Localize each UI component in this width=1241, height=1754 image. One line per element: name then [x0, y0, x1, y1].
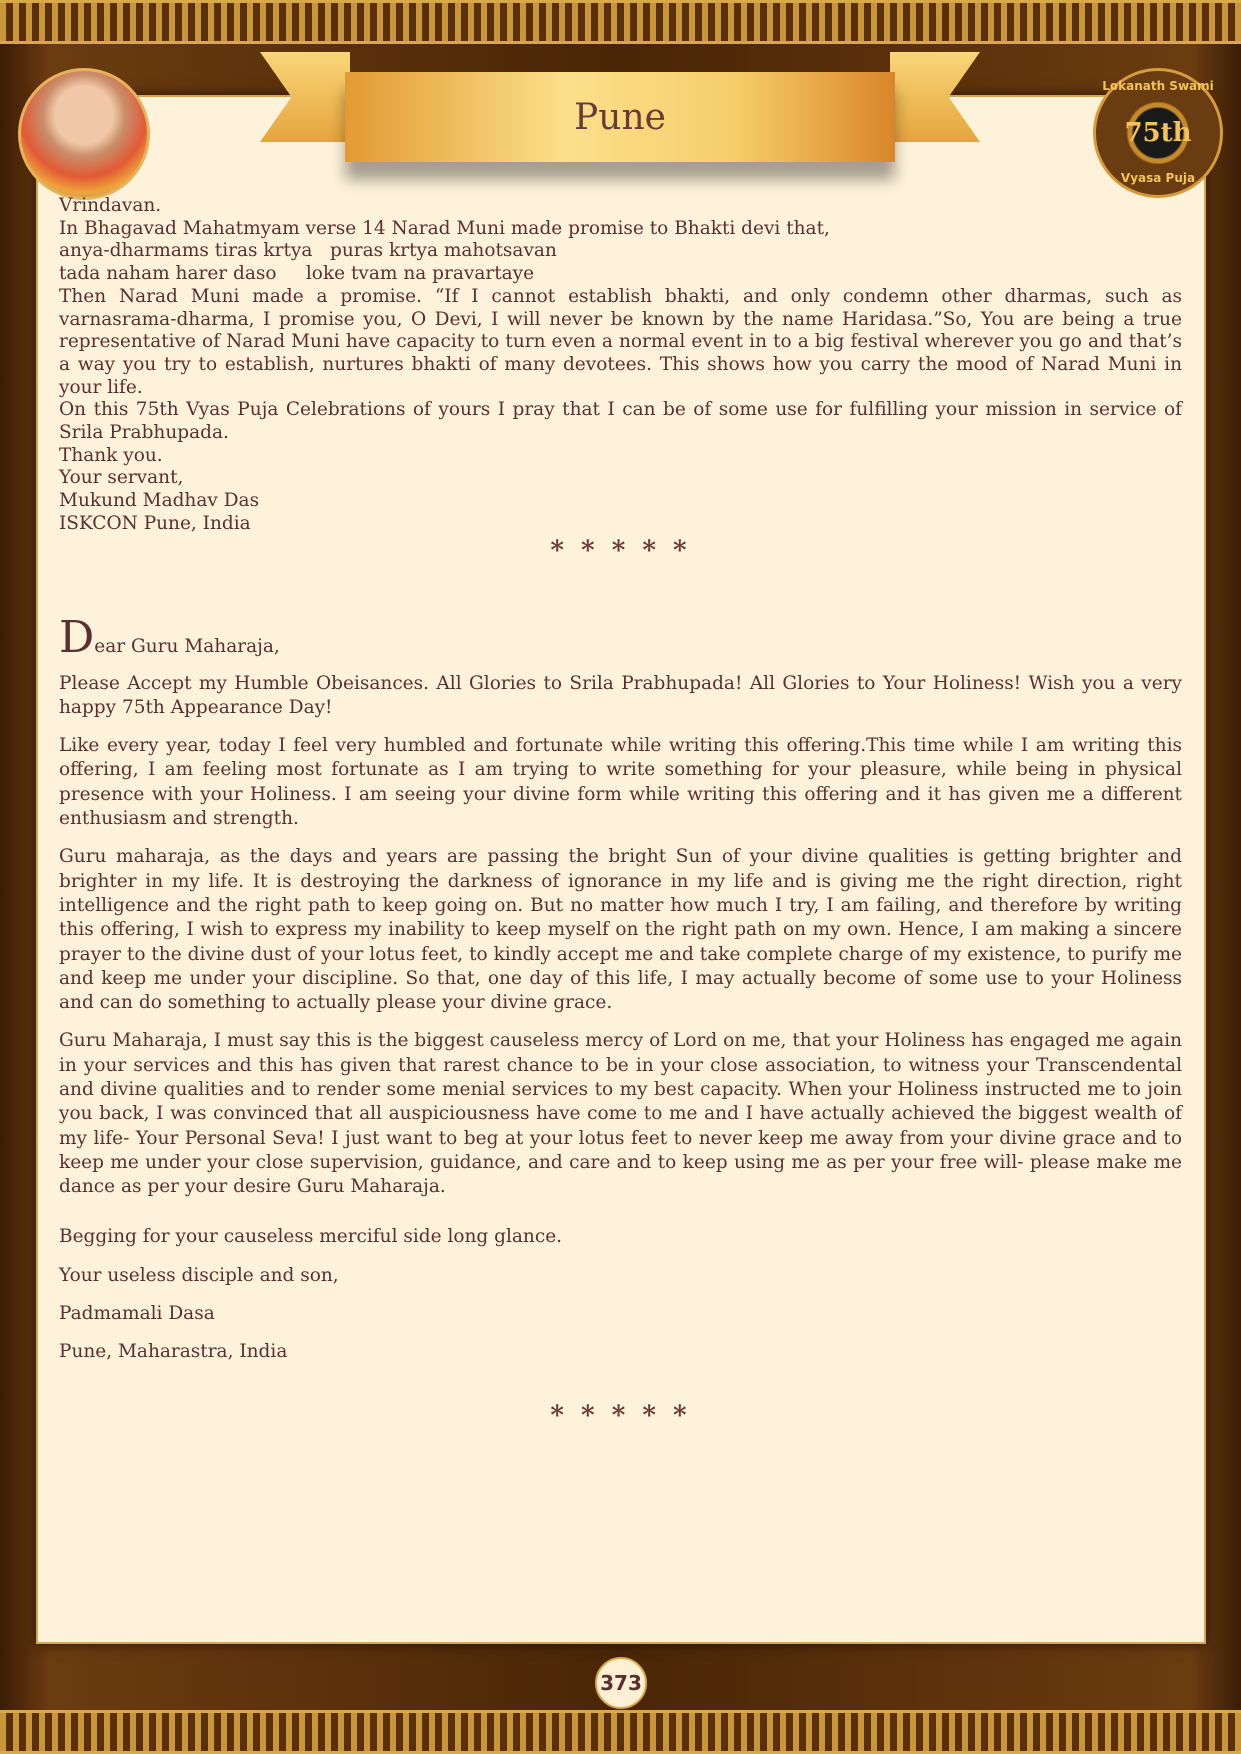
signature-name: Mukund Madhav Das [59, 490, 260, 512]
page-content [59, 195, 1182, 1431]
verse-line: tada naham harer daso loke tvam na pravartaye [59, 263, 535, 285]
signature-location: ISKCON Pune, India [59, 512, 251, 534]
offering-1 [59, 195, 1182, 536]
closing-line: Begging for your causeless merciful side long glance. [59, 1226, 563, 1248]
page-number: 373 [595, 1657, 647, 1709]
text-line: Vrindavan. [59, 195, 162, 216]
salutation-text: ear Guru Maharaja, [94, 635, 280, 657]
text-line: In Bhagavad Mahatmyam verse 14 Narad Muni made promise to Bhakti devi that, [59, 217, 830, 239]
closing-line: Your servant, [59, 467, 184, 489]
verse-line: anya-dharmams tiras krtya puras krtya mahotsavan [59, 240, 557, 262]
paragraph: Like every year, today I feel very humbled and fortunate while writing this offering.This time while I am writing this offering, I am feeling most fortunate as I am trying to write something for your pleasure, while being in physical presence with your Holiness. I am seeing your divine form while writing this offering and it has given me a different enthusiasm and strength. [59, 735, 1182, 830]
decorative-border-top [0, 0, 1241, 44]
signature-name: Padmamali Dasa [59, 1303, 215, 1325]
page-title: Pune [574, 96, 666, 138]
closing-line: Your useless disciple and son, [59, 1264, 339, 1286]
paragraph: Please Accept my Humble Obeisances. All Glories to Srila Prabhupada! All Glories to Your Holiness! Wish you a very happy 75th Appearance Day! [59, 672, 1182, 718]
signature-location: Pune, Maharastra, India [59, 1341, 288, 1363]
title-ribbon [345, 72, 895, 162]
decorative-border-bottom [0, 1710, 1241, 1754]
paragraph: On this 75th Vyas Puja Celebrations of yours I pray that I can be of some use for fulfilling your mission in service of Srila Prabhupada. [59, 399, 1182, 444]
closing-line: Thank you. [59, 444, 163, 466]
logo-number: 75th [1124, 118, 1192, 148]
guru-portrait [18, 68, 150, 200]
offering-2 [59, 611, 1182, 1365]
vyasa-puja-75-logo [1093, 68, 1223, 198]
paragraph: Guru maharaja, as the days and years are passing the bright Sun of your divine qualities is getting brighter and brighter in my life. It is destroying the darkness of ignorance in my life and is giving me the right direction, right intelligence and the right path to keep going on. But no matter how much I try, I am failing, and therefore by writing this offering, I wish to express my inability to keep myself on the right path on my own. Hence, I am making a sincere prayer to the divine dust of your lotus feet, to kindly accept me and take complete charge of my existence, to purify me and keep me under your discipline. So that, one day of this life, I may actually become of some use to your Holiness and can do something to actually please your divine grace. [59, 846, 1182, 1014]
paragraph: Then Narad Muni made a promise. “If I cannot establish bhakti, and only condemn other dharmas, such as varnasrama-dharma, I promise you, O Devi, I will never be known by the name Haridasa.”So, You are being a true representative of Narad Muni have capacity to turn even a normal event in to a big festival wherever you go and that’s a way you try to establish, nurtures bhakti of many devotees. This shows how you carry the mood of Narad Muni in your life. [59, 285, 1182, 398]
logo-text-bottom: Vyasa Puja [1120, 171, 1196, 185]
separator-stars: * * * * * [550, 1400, 691, 1431]
separator-stars: * * * * * [550, 535, 691, 566]
drop-cap: D [59, 611, 95, 663]
salutation [59, 611, 1182, 663]
paragraph: Guru Maharaja, I must say this is the biggest causeless mercy of Lord on me, that your Holiness has engaged me again in your services and this has given that rarest chance to be in your close association, to witness your Transcendental and divine qualities and to render some menial services to my best capacity. When your Holiness instructed me to join you back, I was convinced that all auspiciousness have come to me and I have actually achieved the biggest wealth of my life- Your Personal Seva! I just want to beg at your lotus feet to never keep me away from your divine grace and to keep me under your close supervision, guidance, and care and to keep using me as per your free will- please make me dance as per your desire Guru Maharaja. [59, 1030, 1182, 1198]
logo-text-top: Lokanath Swami [1102, 79, 1214, 93]
